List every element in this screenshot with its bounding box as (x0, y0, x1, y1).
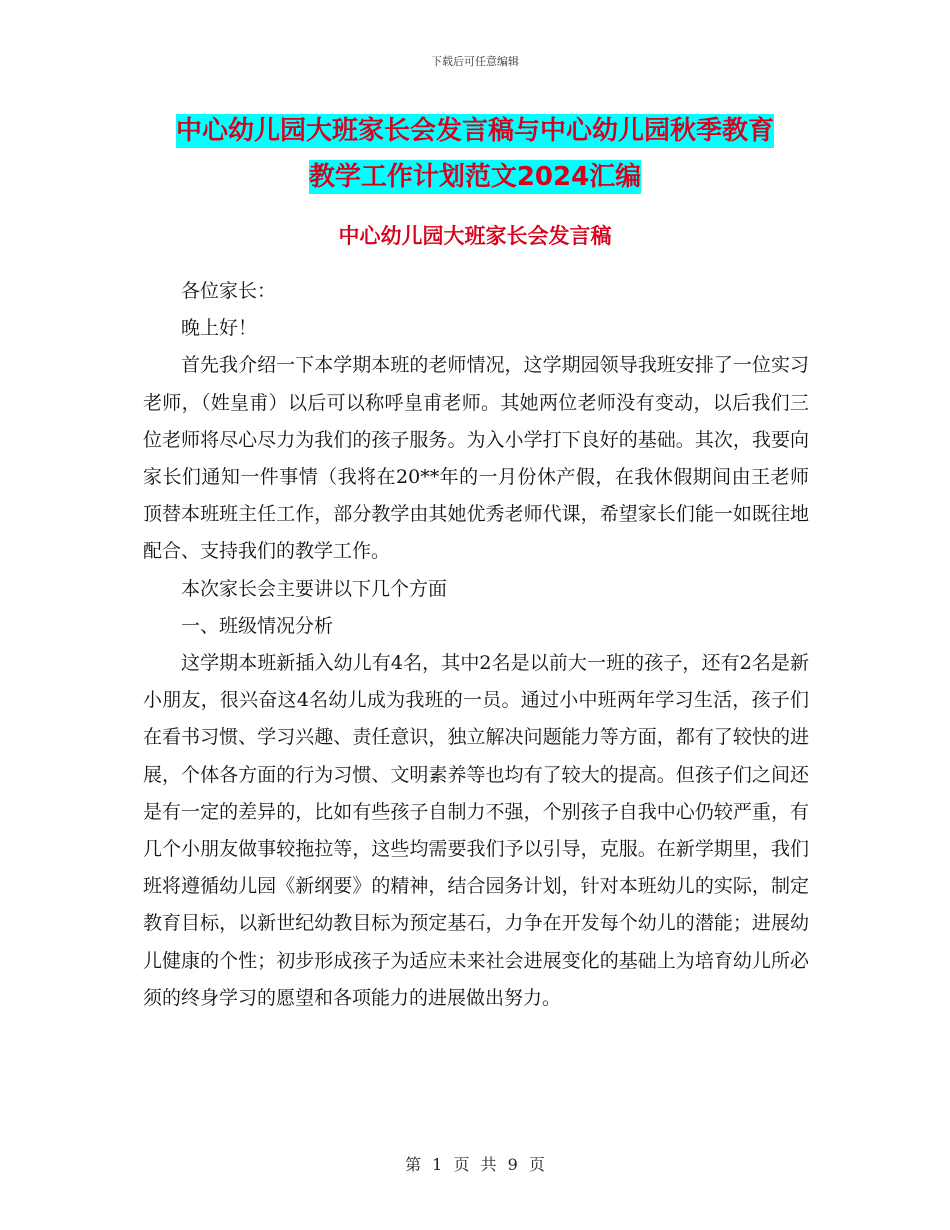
section-title: 中心幼儿园大班家长会发言稿 (338, 224, 612, 248)
title-highlight: 教学工作计划范文2024汇编 (308, 162, 642, 192)
paragraph-class-analysis: 这学期本班新插入幼儿有4名，其中2名是以前大一班的孩子，还有2名是新小朋友，很兴奋这4名幼儿成为我班的一员。通过小中班两年学习生活，孩子们在看书习惯、学习兴趣、责任意识，独立解决问题能力等方面，都有了较快的进展，个体各方面的行为习惯、文明素养等也均有了较大的提高。但孩子们之间还是有一定的差异的，比如有些孩子自制力不强，个别孩子自我中心仍较严重，有几个小朋友做事较拖拉等，这些均需要我们予以引导，克服。在新学期里，我们班将遵循幼儿园《新纲要》的精神，结合园务计划，针对本班幼儿的实际，制定教育目标，以新世纪幼教目标为预定基石，力争在开发每个幼儿的潜能；进展幼儿健康的个性；初步形成孩子为适应未来社会进展变化的基础上为培育幼儿所必须的终身学习的愿望和各项能力的进展做出努力。 (143, 652, 809, 1009)
document-title (0, 108, 950, 200)
paragraph-agenda: 本次家长会主要讲以下几个方面 (181, 577, 448, 600)
salutation: 各位家长： (181, 280, 277, 302)
paragraph-teacher-intro: 首先我介绍一下本学期本班的老师情况，这学期园领导我班安排了一位实习老师，（姓皇甫）以后可以称呼皇甫老师。其她两位老师没有变动，以后我们三位老师将尽心尽力为我们的孩子服务。为入小学打下良好的基础。其次，我要向家长们通知一件事情（我将在20**年的一月份休产假，在我休假期间由王老师顶替本班班主任工作，部分教学由其她优秀老师代课，希望家长们能一如既往地配合、支持我们的教学工作。 (143, 354, 809, 563)
document-body (143, 273, 809, 1017)
page-number: 第 1 页 共 9 页 (405, 1155, 545, 1174)
title-highlight: 中心幼儿园大班家长会发言稿与中心幼儿园秋季教育 (175, 116, 774, 146)
greeting: 晚上好！ (181, 317, 258, 340)
document-title-line-1 (0, 108, 950, 154)
header-note: 下载后可任意编辑 (431, 55, 519, 68)
document-title-line-2 (0, 154, 950, 200)
heading-class-analysis: 一、班级情况分析 (181, 614, 334, 637)
